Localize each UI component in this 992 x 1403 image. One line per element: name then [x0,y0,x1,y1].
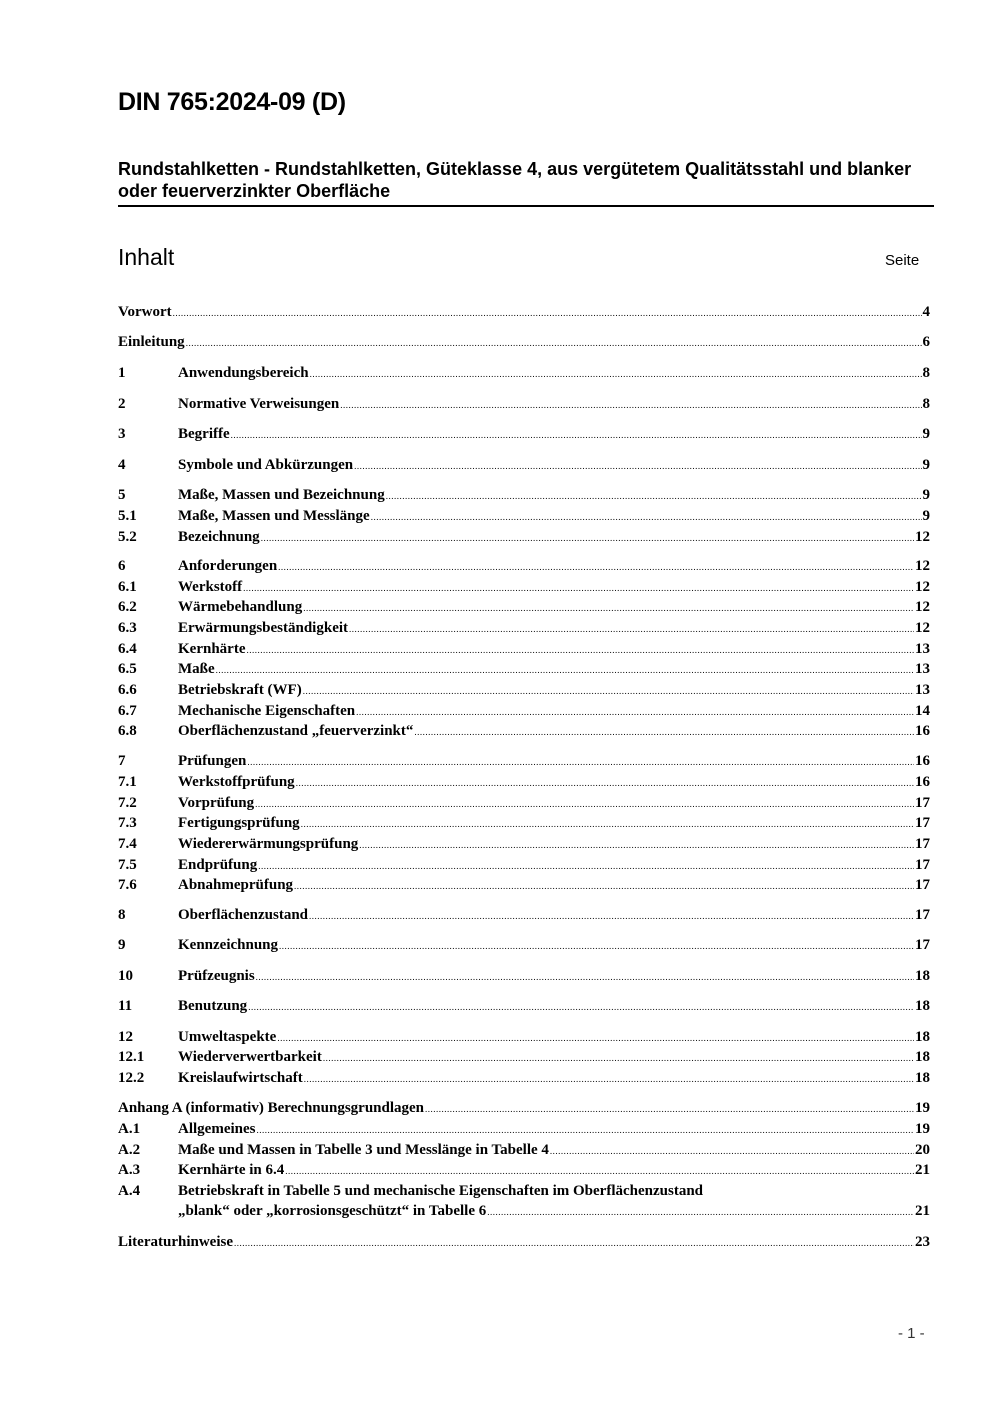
toc-entry[interactable] [118,875,930,896]
toc-entry[interactable] [118,701,930,722]
toc-entry[interactable] [118,424,930,445]
toc-dot-leader [278,556,914,577]
toc-dot-leader [349,618,914,639]
toc-dot-leader [550,1140,914,1161]
toc-entry[interactable] [118,577,930,598]
toc-entry-page: 18 [915,1029,930,1045]
toc-entry-number: 12.1 [118,1049,145,1065]
toc-entry-page: 9 [922,457,930,473]
toc-dot-leader [359,834,914,855]
toc-entry-number: 7.1 [118,774,137,790]
toc-entry-page: 19 [915,1100,930,1116]
toc-entry[interactable] [118,618,930,639]
toc-entry-page: 17 [915,836,930,852]
toc-entry-number: A.2 [118,1142,141,1158]
toc-entry-title: Kernhärte in 6.4 [178,1162,285,1178]
toc-entry-number: 6.3 [118,620,137,636]
toc-dot-leader [256,1119,914,1140]
toc-dot-leader [310,363,922,384]
toc-page-column-label: Seite [885,252,920,269]
toc-dot-leader [414,721,914,742]
toc-entry-number: 5.1 [118,508,137,524]
toc-entry-title: Maße und Massen in Tabelle 3 und Messlänge in Tabelle 4 [178,1142,549,1158]
toc-dot-leader [304,1068,914,1089]
toc-entry-page: 16 [915,774,930,790]
toc-entry-page: 4 [922,304,930,320]
toc-dot-leader [386,485,922,506]
toc-entry[interactable] [118,834,930,855]
toc-entry-number: 6.4 [118,641,137,657]
toc-dot-leader [371,506,922,527]
toc-entry-page: 17 [915,795,930,811]
toc-entry-page: 9 [922,487,930,503]
toc-dot-leader [234,1232,914,1253]
toc-entry-page: 18 [915,1049,930,1065]
toc-entry-number: 6.2 [118,599,137,615]
toc-entry-number: 6.1 [118,579,137,595]
toc-dot-leader [231,424,922,445]
toc-entry[interactable] [118,1119,930,1140]
toc-entry[interactable] [118,1098,930,1119]
toc-entry-page: 17 [915,877,930,893]
footer-page-number: - 1 - [898,1325,925,1342]
toc-dot-leader [354,455,921,476]
toc-entry-title: Begriffe [178,426,230,442]
toc-entry-title: Symbole und Abkürzungen [178,457,354,473]
toc-dot-leader [309,905,914,926]
toc-entry[interactable] [118,1027,930,1048]
toc-entry-title: Maße, Massen und Messlänge [178,508,370,524]
toc-entry[interactable] [118,721,930,742]
toc-entry-title: Vorwort [118,304,172,320]
toc-entry-page: 17 [915,907,930,923]
toc-dot-leader [255,793,914,814]
toc-entry-number: 7.2 [118,795,137,811]
toc-entry-title-continued: „blank“ oder „korrosionsgeschützt“ in Tabelle 6 [178,1203,487,1219]
toc-entry-title: Maße [178,661,215,677]
toc-entry-title: Betriebskraft (WF) [178,682,302,698]
toc-entry-page: 18 [915,968,930,984]
toc-entry-page: 12 [915,529,930,545]
toc-entry-page: 17 [915,815,930,831]
toc-dot-leader [296,772,914,793]
toc-entry-title: Benutzung [178,998,248,1014]
toc-entry[interactable] [118,772,930,793]
toc-entry-number: A.4 [118,1183,141,1199]
toc-entry[interactable] [118,639,930,660]
toc-entry-number: 7 [118,753,126,769]
toc-entry[interactable] [118,751,930,772]
toc-entry[interactable] [118,1232,930,1253]
toc-entry-page: 12 [915,599,930,615]
toc-entry-page: 12 [915,558,930,574]
toc-entry[interactable] [118,506,930,527]
toc-entry[interactable] [118,455,930,476]
toc-entry-page: 16 [915,723,930,739]
toc-entry-title: Werkstoff [178,579,243,595]
toc-entry[interactable] [118,813,930,834]
toc-dot-leader [186,332,922,353]
toc-entry-number: A.3 [118,1162,141,1178]
toc-heading: Inhalt [118,244,175,270]
toc-entry-title: Werkstoffprüfung [178,774,295,790]
toc-dot-leader [285,1160,914,1181]
toc-entry-page: 8 [922,365,930,381]
toc-entry-title: Kreislaufwirtschaft [178,1070,303,1086]
toc-entry-number: 6.8 [118,723,137,739]
toc-entry-title: Literaturhinweise [118,1234,233,1250]
toc-entry[interactable] [118,935,930,956]
toc-entry-number: 6.7 [118,703,137,719]
toc-entry-title: Oberflächenzustand „feuerverzinkt“ [178,723,414,739]
toc-entry-number: 7.6 [118,877,137,893]
toc-entry-title: Endprüfung [178,857,258,873]
toc-entry-title: Anhang A (informativ) Berechnungsgrundlagen [118,1100,425,1116]
toc-entry-title: Prüfungen [178,753,247,769]
toc-dot-leader [246,639,914,660]
toc-entry[interactable] [118,996,930,1017]
toc-dot-leader [301,813,914,834]
toc-entry-number: 8 [118,907,126,923]
toc-entry-title: Anforderungen [178,558,278,574]
toc-dot-leader [243,577,914,598]
toc-entry-page: 13 [915,641,930,657]
toc-entry[interactable] [118,1181,930,1222]
toc-entry-number: 3 [118,426,126,442]
toc-entry-title: Wiederverwertbarkeit [178,1049,322,1065]
toc-entry[interactable] [118,1140,930,1161]
toc-entry-number: A.1 [118,1121,141,1137]
toc-dot-leader [247,751,914,772]
toc-entry-page: 17 [915,857,930,873]
toc-entry[interactable] [118,332,930,353]
toc-entry-page: 20 [915,1142,930,1158]
toc-entry[interactable] [118,793,930,814]
toc-dot-leader [216,659,914,680]
toc-entry[interactable] [118,1160,930,1181]
toc-entry-page: 9 [922,426,930,442]
toc-entry-title: Oberflächenzustand [178,907,309,923]
toc-dot-leader [303,680,914,701]
toc-dot-leader [340,394,921,415]
toc-dot-leader [356,701,914,722]
toc-entry-title: Anwendungsbereich [178,365,309,381]
toc-entry-number: 7.5 [118,857,137,873]
toc-entry-page: 9 [922,508,930,524]
toc-entry-number: 7.4 [118,836,137,852]
toc-entry-number: 11 [118,998,133,1014]
toc-entry-title: Einleitung [118,334,185,350]
toc-entry[interactable] [118,485,930,506]
toc-dot-leader [487,1201,914,1222]
toc-dot-leader [303,597,914,618]
toc-entry-page: 12 [915,579,930,595]
toc-entry-title: Mechanische Eigenschaften [178,703,356,719]
toc-entry[interactable] [118,556,930,577]
toc-entry-title: Fertigungsprüfung [178,815,300,831]
toc-entry-title: Kennzeichnung [178,937,279,953]
toc-entry-number: 1 [118,365,126,381]
toc-dot-leader [425,1098,914,1119]
toc-entry[interactable] [118,905,930,926]
toc-entry-number: 10 [118,968,133,984]
toc-entry-page: 23 [915,1234,930,1250]
toc-entry[interactable] [118,966,930,987]
toc-entry-title: Bezeichnung [178,529,260,545]
toc-entry[interactable] [118,302,930,323]
toc-entry-number: 2 [118,396,126,412]
toc-dot-leader [277,1027,914,1048]
toc-entry[interactable] [118,855,930,876]
toc-entry-number: 6.6 [118,682,137,698]
toc-dot-leader [258,855,914,876]
toc-entry-page: 16 [915,753,930,769]
toc-entry-page: 21 [915,1203,930,1219]
toc-entry-page: 18 [915,1070,930,1086]
toc-entry[interactable] [118,394,930,415]
toc-entry-title: Wärmebehandlung [178,599,303,615]
toc-entry-title: Allgemeines [178,1121,256,1137]
toc-dot-leader [279,935,914,956]
toc-entry-page: 21 [915,1162,930,1178]
toc-entry-number: 6 [118,558,126,574]
toc-entry-page: 19 [915,1121,930,1137]
toc-entry-title: Betriebskraft in Tabelle 5 und mechanische Eigenschaften im Oberflächenzustand [178,1183,704,1199]
toc-dot-leader [173,302,922,323]
toc-entry-number: 5 [118,487,126,503]
toc-entry-number: 7.3 [118,815,137,831]
toc-dot-leader [323,1047,914,1068]
toc-entry-page: 13 [915,661,930,677]
toc-dot-leader [294,875,914,896]
toc-dot-leader [256,966,914,987]
document-subtitle: Rundstahlketten - Rundstahlketten, Güteklasse 4, aus vergütetem Qualitätsstahl und blanker oder feuerverzinkter Oberfläche [118,159,912,201]
toc-entry-title: Erwärmungsbeständigkeit [178,620,349,636]
toc-entry-page: 6 [922,334,930,350]
toc-entry-title: Wiedererwärmungsprüfung [178,836,359,852]
toc-entry[interactable] [118,659,930,680]
toc-entry-number: 5.2 [118,529,137,545]
toc-entry[interactable] [118,597,930,618]
toc-entry[interactable] [118,680,930,701]
title-divider [118,205,934,207]
toc-entry-page: 18 [915,998,930,1014]
toc-entry-number: 4 [118,457,126,473]
toc-entry-title: Abnahmeprüfung [178,877,294,893]
toc-entry-number: 12.2 [118,1070,145,1086]
toc-entry-title: Normative Verweisungen [178,396,340,412]
toc-entry-page: 8 [922,396,930,412]
toc-entry[interactable] [118,1068,930,1089]
toc-entry-title: Prüfzeugnis [178,968,255,984]
toc-entry-page: 14 [915,703,930,719]
toc-entry-page: 12 [915,620,930,636]
toc-entry-title: Vorprüfung [178,795,255,811]
toc-entry-page: 13 [915,682,930,698]
toc-entry[interactable] [118,527,930,548]
toc-entry-number: 12 [118,1029,133,1045]
toc-dot-leader [261,527,914,548]
document-id: DIN 765:2024-09 (D) [118,88,346,116]
toc-entry-title: Kernhärte [178,641,246,657]
toc-entry-title: Maße, Massen und Bezeichnung [178,487,385,503]
toc-entry-page: 17 [915,937,930,953]
toc-entry-number: 9 [118,937,126,953]
toc-entry[interactable] [118,363,930,384]
toc-entry-title: Umweltaspekte [178,1029,277,1045]
toc-entry[interactable] [118,1047,930,1068]
toc-entry-number: 6.5 [118,661,137,677]
toc-dot-leader [248,996,914,1017]
